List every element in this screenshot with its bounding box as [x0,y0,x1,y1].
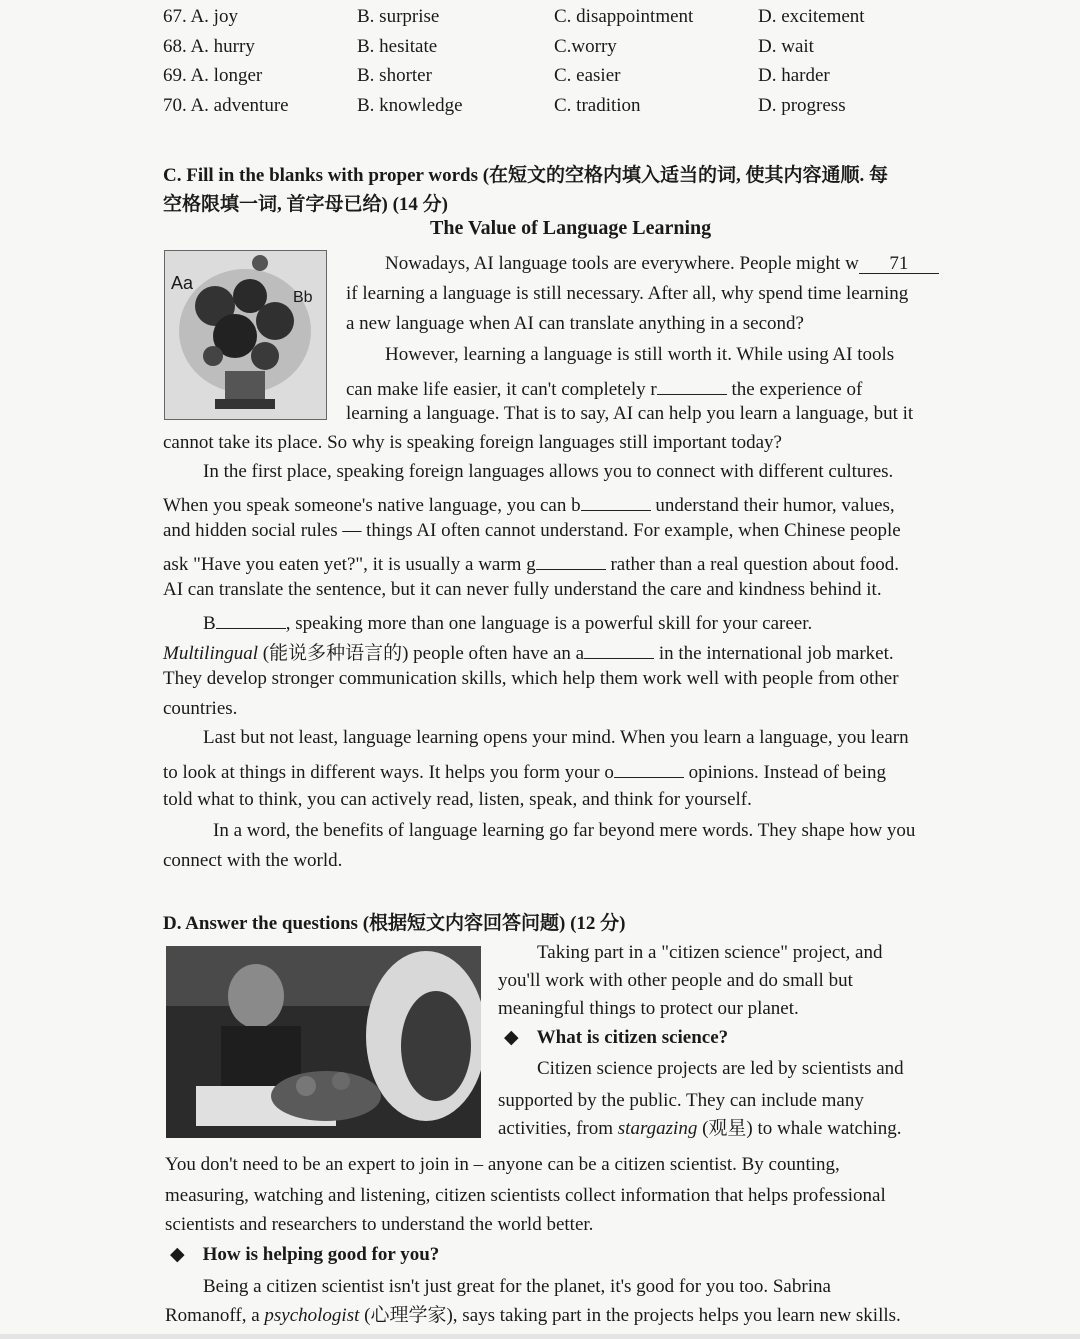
option-b: B. surprise [357,6,440,27]
passage-line: Multilingual (能说多种语言的) people often have an a in the international job market. [163,639,894,663]
passage-line: ask "Have you eaten yet?", it is usually a warm g rather than a real question about food. [163,550,899,574]
option-d: D. excitement [758,6,865,27]
option-b: B. shorter [357,65,432,86]
diamond-bullet-icon: ◆ [170,1244,185,1265]
blank-74[interactable] [536,550,606,570]
option-c: C. disappointment [554,6,694,27]
subheading: ◆ What is citizen science? [504,1027,729,1048]
page-bottom-edge [0,1334,1080,1339]
passage-line: to look at things in different ways. It helps you form your o opinions. Instead of being [163,758,886,782]
passage-title: The Value of Language Learning [430,217,712,239]
passage-line: cannot take its place. So why is speaking foreign languages still important today? [163,432,782,453]
blank-76[interactable] [584,639,654,659]
passage-line: can make life easier, it can't completely r the experience of [346,375,862,399]
passage-line: Romanoff, a psychologist (心理学家), says taking part in the projects helps you learn new skills. [165,1305,901,1326]
passage-line: supported by the public. They can include many [498,1090,864,1111]
passage-line: B , speaking more than one language is a powerful skill for your career. [203,609,812,633]
option-a: 70. A. adventure [163,94,289,116]
blank-73[interactable] [581,491,651,511]
option-b: B. knowledge [357,94,463,116]
option-c: C. tradition [554,94,641,116]
passage-line: if learning a language is still necessary. After all, why spend time learning [346,283,909,304]
passage-line: Citizen science projects are led by scientists and [537,1058,904,1079]
section-c-heading-cont: 空格限填一词, 首字母已给) (14 分) [163,194,448,215]
language-learning-illustration [164,250,327,420]
passage-line: countries. [163,698,238,719]
citizen-science-photo [166,946,481,1138]
option-a: 69. A. longer [163,65,263,86]
subheading: ◆ How is helping good for you? [170,1244,440,1265]
passage-line: meaningful things to protect our planet. [498,998,799,1019]
passage-line: connect with the world. [163,850,343,871]
passage-line: activities, from stargazing (观星) to whale watching. [498,1118,902,1139]
passage-line: You don't need to be an expert to join in – anyone can be a citizen scientist. By counting, [165,1154,840,1175]
passage-line: scientists and researchers to understand the world better. [165,1214,594,1235]
option-c: C.worry [554,35,617,57]
passage-line: Last but not least, language learning opens your mind. When you learn a language, you learn [203,727,909,748]
option-d: D. wait [758,35,814,57]
passage-line: measuring, watching and listening, citizen scientists collect information that helps professional [165,1185,886,1206]
option-d: D. harder [758,65,830,86]
passage-line: and hidden social rules — things AI often cannot understand. For example, when Chinese people [163,520,901,541]
passage-line: learning a language. That is to say, AI can help you learn a language, but it [346,403,914,424]
option-a: 67. A. joy [163,6,238,27]
passage-line: Taking part in a "citizen science" project, and [537,942,883,963]
passage-line: you'll work with other people and do small but [498,970,853,991]
diamond-bullet-icon: ◆ [504,1027,519,1048]
passage-line: Being a citizen scientist isn't just great for the planet, it's good for you too. Sabrina [203,1276,831,1297]
section-d-heading: D. Answer the questions (根据短文内容回答问题) (12 分) [163,913,626,934]
label-aa: Aa [171,273,194,293]
section-c-heading: C. Fill in the blanks with proper words (在短文的空格内填入适当的词, 使其内容通顺. 每 [163,165,889,186]
passage-line: In a word, the benefits of language learning go far beyond mere words. They shape how you [213,820,916,841]
passage-line: AI can translate the sentence, but it can never fully understand the care and kindness behind it. [163,579,882,600]
option-a: 68. A. hurry [163,35,255,57]
passage-line: When you speak someone's native language, you can b understand their humor, values, [163,491,895,515]
option-d: D. progress [758,94,846,116]
passage-line: told what to think, you can actively read, listen, speak, and think for yourself. [163,789,752,810]
label-bb: Bb [293,289,313,306]
option-c: C. easier [554,65,621,86]
blank-77[interactable] [614,758,684,778]
passage-line: They develop stronger communication skills, which help them work well with people from other [163,668,899,689]
passage-line: a new language when AI can translate anything in a second? [346,313,804,334]
option-b: B. hesitate [357,35,438,57]
blank-71[interactable]: 71 [859,254,939,274]
passage-line: Nowadays, AI language tools are everywhere. People might w 71 [385,254,939,274]
passage-line: In the first place, speaking foreign languages allows you to connect with different cultures. [203,461,894,482]
passage-line: However, learning a language is still worth it. While using AI tools [385,344,895,365]
blank-75[interactable] [216,609,286,629]
blank-72[interactable] [657,375,727,395]
